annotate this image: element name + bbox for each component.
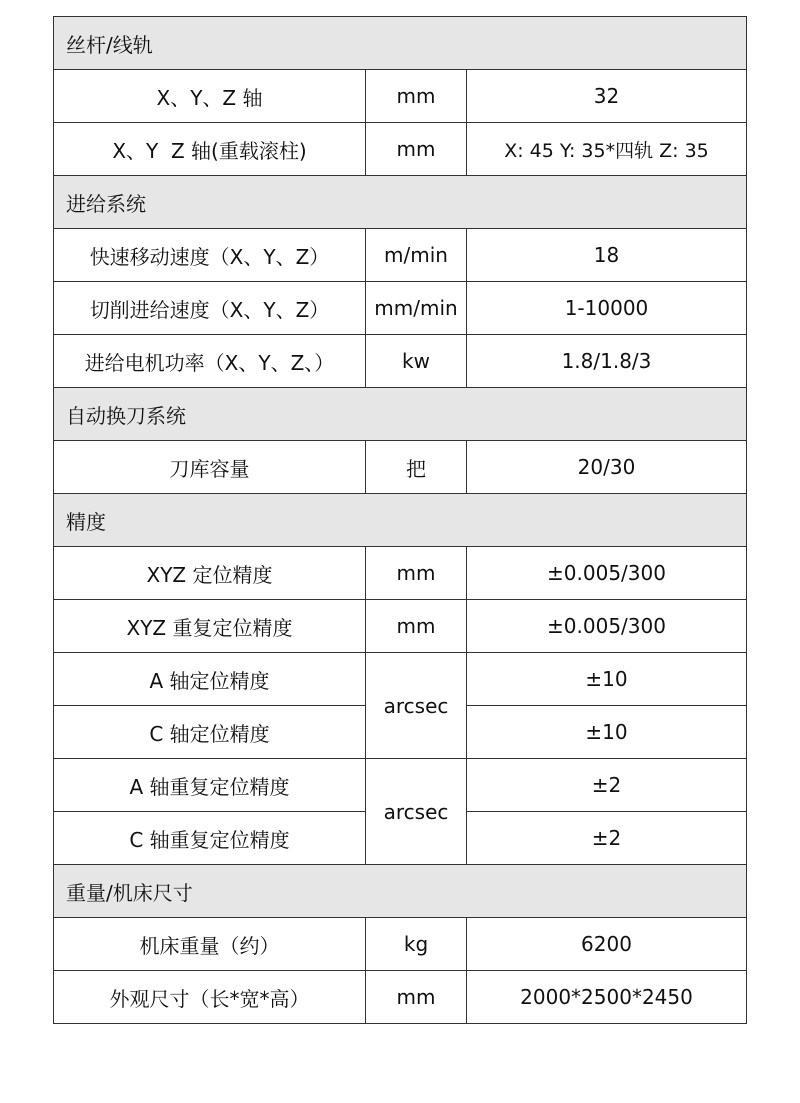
- table-row: [54, 441, 747, 494]
- table-row: [54, 653, 747, 706]
- param-unit: 把: [366, 441, 467, 494]
- param-unit: arcsec: [366, 653, 467, 759]
- param-name: 快速移动速度（X、Y、Z）: [54, 229, 366, 282]
- param-name: C 轴定位精度: [54, 706, 366, 759]
- param-value: X: 45 Y: 35*四轨 Z: 35: [467, 123, 747, 176]
- param-value: 32: [467, 70, 747, 123]
- param-value: ±0.005/300: [467, 600, 747, 653]
- param-unit: kg: [366, 918, 467, 971]
- param-unit: mm: [366, 600, 467, 653]
- section-title: 精度: [54, 494, 747, 547]
- param-name: 机床重量（约）: [54, 918, 366, 971]
- param-unit: arcsec: [366, 759, 467, 865]
- table-row: [54, 70, 747, 123]
- table-row: [54, 918, 747, 971]
- param-value: 6200: [467, 918, 747, 971]
- param-value: 1-10000: [467, 282, 747, 335]
- param-name: XYZ 重复定位精度: [54, 600, 366, 653]
- table-row: [54, 123, 747, 176]
- param-value: 20/30: [467, 441, 747, 494]
- table-row: [54, 229, 747, 282]
- param-name: A 轴定位精度: [54, 653, 366, 706]
- param-name: 切削进给速度（X、Y、Z）: [54, 282, 366, 335]
- table-row: [54, 759, 747, 812]
- param-value: 1.8/1.8/3: [467, 335, 747, 388]
- param-unit: mm: [366, 70, 467, 123]
- param-name: X、Y Z 轴(重载滚柱): [54, 123, 366, 176]
- section-header-row: [54, 494, 747, 547]
- param-unit: mm/min: [366, 282, 467, 335]
- param-value: ±10: [467, 653, 747, 706]
- param-name: 外观尺寸（长*宽*高）: [54, 971, 366, 1024]
- section-title: 丝杆/线轨: [54, 17, 747, 70]
- spec-table: [53, 16, 747, 1024]
- param-name: A 轴重复定位精度: [54, 759, 366, 812]
- param-name: 刀库容量: [54, 441, 366, 494]
- param-value: ±2: [467, 759, 747, 812]
- param-value: 18: [467, 229, 747, 282]
- table-row: [54, 971, 747, 1024]
- section-title: 自动换刀系统: [54, 388, 747, 441]
- table-row: [54, 282, 747, 335]
- section-header-row: [54, 865, 747, 918]
- param-value: 2000*2500*2450: [467, 971, 747, 1024]
- section-header-row: [54, 176, 747, 229]
- table-row: [54, 335, 747, 388]
- section-header-row: [54, 388, 747, 441]
- param-value: ±10: [467, 706, 747, 759]
- param-name: C 轴重复定位精度: [54, 812, 366, 865]
- param-name: 进给电机功率（X、Y、Z、）: [54, 335, 366, 388]
- param-unit: kw: [366, 335, 467, 388]
- param-unit: mm: [366, 123, 467, 176]
- param-unit: m/min: [366, 229, 467, 282]
- param-unit: mm: [366, 971, 467, 1024]
- param-name: X、Y、Z 轴: [54, 70, 366, 123]
- param-unit: mm: [366, 547, 467, 600]
- section-header-row: [54, 17, 747, 70]
- param-value: ±2: [467, 812, 747, 865]
- section-title: 进给系统: [54, 176, 747, 229]
- table-row: [54, 600, 747, 653]
- table-row: [54, 547, 747, 600]
- param-value: ±0.005/300: [467, 547, 747, 600]
- section-title: 重量/机床尺寸: [54, 865, 747, 918]
- param-name: XYZ 定位精度: [54, 547, 366, 600]
